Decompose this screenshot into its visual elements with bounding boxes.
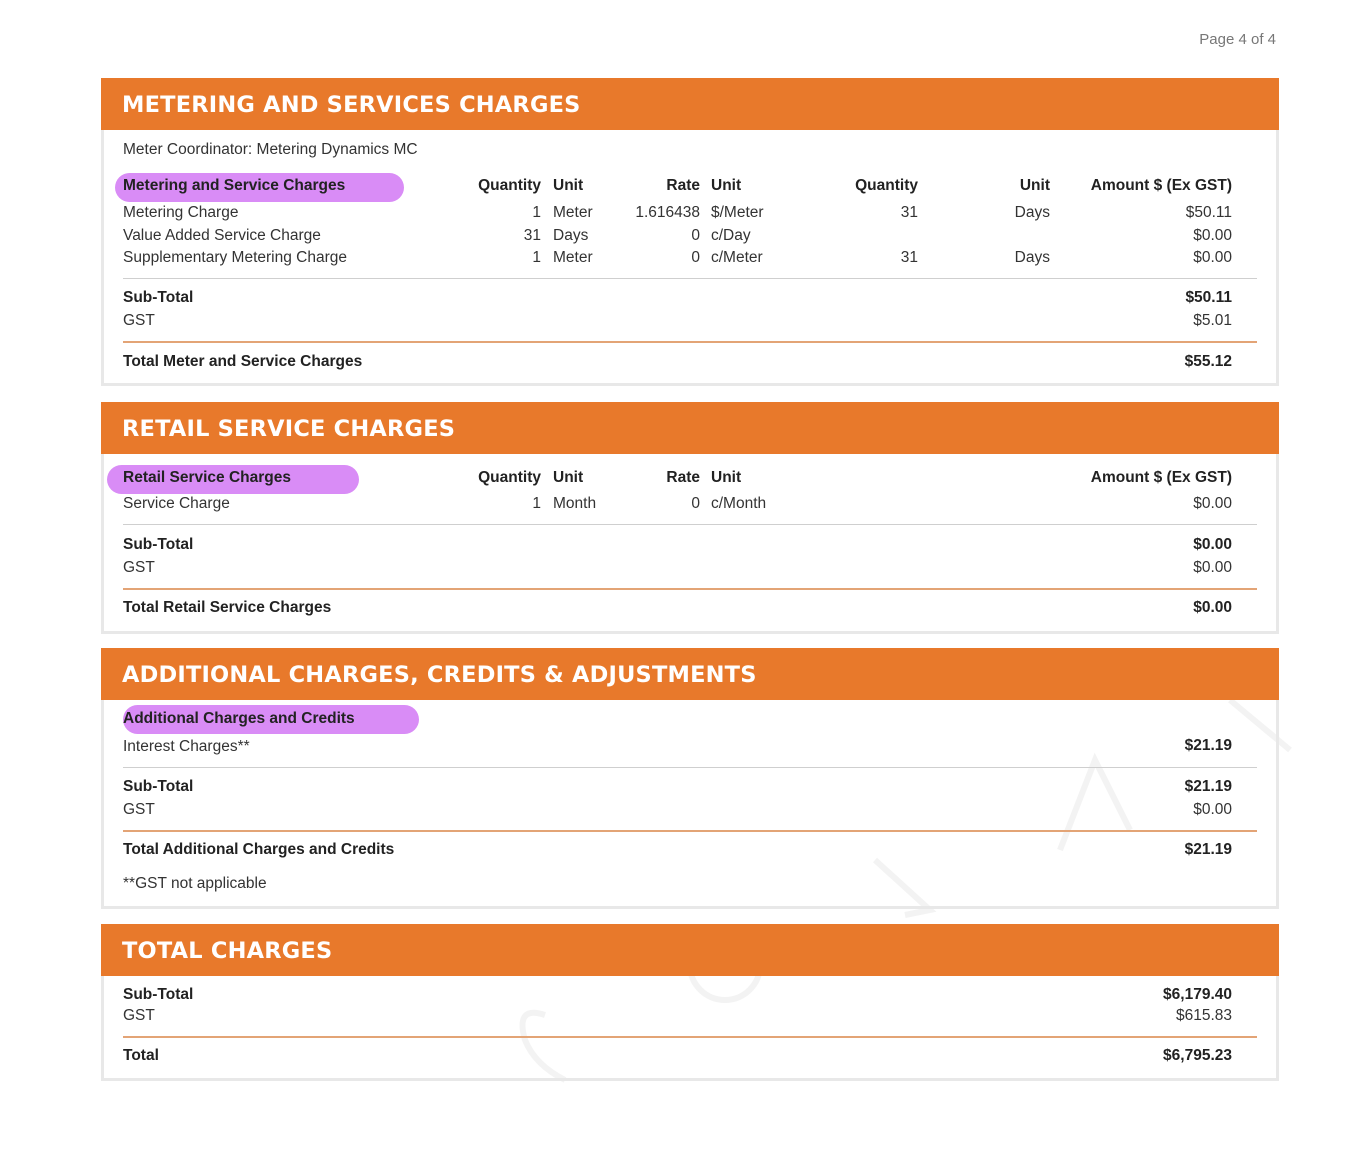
- divider: [123, 767, 1257, 768]
- row-name: Metering Charge: [123, 204, 239, 221]
- row-unit: Meter: [553, 249, 593, 266]
- row-unit2: Days: [1014, 204, 1050, 221]
- subtotal-value: $6,179.40: [1163, 986, 1232, 1003]
- col-header-unit2: Unit: [1019, 177, 1050, 194]
- total-label: Total Meter and Service Charges: [123, 353, 363, 370]
- total-value: $0.00: [1193, 599, 1232, 616]
- gst-label: GST: [123, 801, 155, 818]
- total-value: $6,795.23: [1163, 1047, 1232, 1064]
- gst-footnote: **GST not applicable: [123, 875, 267, 892]
- total-value: $21.19: [1184, 841, 1232, 858]
- gst-label: GST: [123, 312, 155, 329]
- col-header-amount: Amount $ (Ex GST): [1090, 177, 1232, 194]
- divider: [123, 830, 1257, 832]
- col-header-amount: Amount $ (Ex GST): [1090, 469, 1232, 486]
- row-unit: Month: [553, 495, 597, 512]
- row-rate: 0: [691, 227, 700, 244]
- col-header-quantity: Quantity: [478, 469, 541, 486]
- subtotal-label: Sub-Total: [123, 778, 194, 795]
- row-rate-unit: c/Meter: [711, 249, 763, 266]
- row-amount: $0.00: [1193, 227, 1232, 244]
- row-rate: 0: [691, 249, 700, 266]
- total-label: Total Additional Charges and Credits: [123, 841, 395, 858]
- row-unit2: Days: [1014, 249, 1050, 266]
- divider: [123, 341, 1257, 343]
- col-header-quantity: Quantity: [478, 177, 541, 194]
- subtotal-value: $21.19: [1184, 778, 1232, 795]
- col-header-rate-unit: Unit: [711, 177, 742, 194]
- col-header-unit: Unit: [553, 177, 584, 194]
- page-number: Page 4 of 4: [1199, 31, 1276, 48]
- row-quantity: 31: [523, 227, 541, 244]
- gst-value: $5.01: [1193, 312, 1232, 329]
- row-unit: Days: [553, 227, 589, 244]
- col-header-rate-unit: Unit: [711, 469, 742, 486]
- retail-table-label: Retail Service Charges: [123, 469, 292, 486]
- row-amount: $0.00: [1193, 495, 1232, 512]
- row-rate: 0: [691, 495, 700, 512]
- row-rate-unit: c/Day: [711, 227, 751, 244]
- row-name: Supplementary Metering Charge: [123, 249, 348, 266]
- gst-value: $615.83: [1175, 1007, 1232, 1024]
- subtotal-label: Sub-Total: [123, 536, 194, 553]
- row-quantity2: 31: [900, 204, 918, 221]
- divider: [123, 524, 1257, 525]
- row-rate-unit: $/Meter: [711, 204, 764, 221]
- row-unit: Meter: [553, 204, 593, 221]
- row-rate: 1.616438: [635, 204, 700, 221]
- col-header-rate: Rate: [666, 469, 700, 486]
- row-quantity: 1: [532, 204, 541, 221]
- gst-label: GST: [123, 1007, 155, 1024]
- subtotal-value: $0.00: [1193, 536, 1232, 553]
- gst-label: GST: [123, 559, 155, 576]
- gst-value: $0.00: [1193, 559, 1232, 576]
- subtotal-value: $50.11: [1185, 289, 1232, 306]
- row-quantity2: 31: [900, 249, 918, 266]
- total-label: Total: [123, 1047, 159, 1064]
- col-header-rate: Rate: [666, 177, 700, 194]
- meter-coordinator: Meter Coordinator: Metering Dynamics MC: [123, 141, 418, 158]
- total-charges-section: [101, 924, 1279, 1081]
- subtotal-label: Sub-Total: [123, 289, 194, 306]
- retail-section-title: RETAIL SERVICE CHARGES: [101, 402, 1279, 454]
- row-name: Service Charge: [123, 495, 230, 512]
- metering-table-label: Metering and Service Charges: [123, 177, 346, 194]
- row-name: Interest Charges**: [123, 738, 250, 755]
- col-header-quantity2: Quantity: [855, 177, 918, 194]
- retail-section: [101, 402, 1279, 634]
- row-amount: $0.00: [1193, 249, 1232, 266]
- additional-section: [101, 648, 1279, 909]
- divider: [123, 1036, 1257, 1038]
- additional-table-label: Additional Charges and Credits: [123, 710, 355, 727]
- metering-section: [101, 78, 1279, 386]
- total-charges-section-title: TOTAL CHARGES: [101, 924, 1279, 976]
- gst-value: $0.00: [1193, 801, 1232, 818]
- col-header-unit: Unit: [553, 469, 584, 486]
- divider: [123, 278, 1257, 279]
- total-label: Total Retail Service Charges: [123, 599, 332, 616]
- divider: [123, 588, 1257, 590]
- row-rate-unit: c/Month: [711, 495, 767, 512]
- row-amount: $21.19: [1184, 737, 1232, 754]
- row-quantity: 1: [532, 249, 541, 266]
- row-amount: $50.11: [1185, 204, 1232, 221]
- row-name: Value Added Service Charge: [123, 227, 321, 244]
- metering-section-title: METERING AND SERVICES CHARGES: [101, 78, 1279, 130]
- total-value: $55.12: [1184, 353, 1232, 370]
- additional-section-title: ADDITIONAL CHARGES, CREDITS & ADJUSTMENTS: [101, 648, 1279, 700]
- subtotal-label: Sub-Total: [123, 986, 194, 1003]
- row-quantity: 1: [532, 495, 541, 512]
